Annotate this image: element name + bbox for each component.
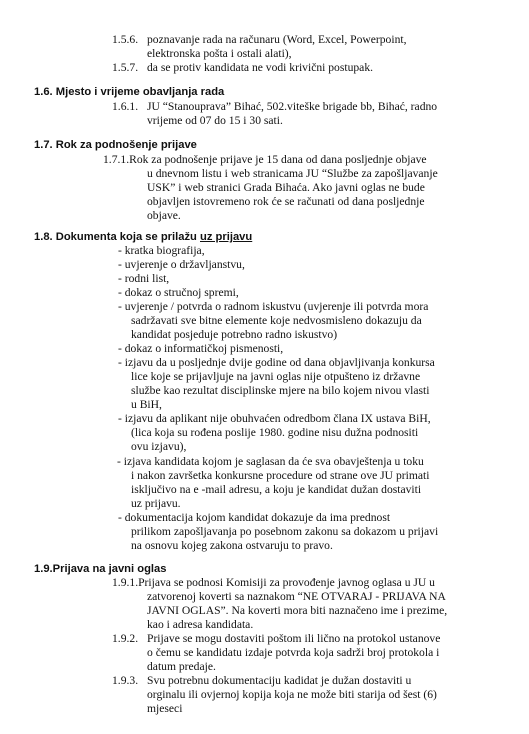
list-line: kandidat posjeduje potrebno radno iskustvo) xyxy=(131,328,338,341)
item-text: JAVNI OGLAS”. Na koverti mora biti naznačeno ime i prezime, xyxy=(147,604,448,617)
list-line: - izjava kandidata kojom je saglasan da će sva obavještenja u toku xyxy=(117,455,424,468)
section-heading: 1.9.Prijava na javni oglas xyxy=(34,563,167,575)
list-line: uz prijavu. xyxy=(131,497,181,510)
item-text: mjeseci xyxy=(147,702,183,715)
list-line: - uvjerenje o državljanstvu, xyxy=(118,258,245,271)
list-line: na osnovu kojeg zakona ostvaruju to pravo. xyxy=(131,539,333,552)
section-heading: 1.7. Rok za podnošenje prijave xyxy=(34,139,197,151)
list-line: prilikom zapošljavanja po posebnom zakonu sa dokazom u prijavi xyxy=(131,525,439,538)
list-line: - dokaz o informatičkoj pismenosti, xyxy=(118,342,284,355)
item-text: zatvorenoj koverti sa naznakom “NE OTVARAJ - PRIJAVA NA xyxy=(147,590,446,603)
item-text: o čemu se kandidatu izdaje potvrda koja sadrži broj protokola i xyxy=(147,646,440,659)
item-text: orginalu ili ovjernoj kopija koja ne može biti starija od šest (6) xyxy=(147,688,437,701)
heading-underlined-text: uz prijavu xyxy=(200,231,253,243)
item-number: 1.9.2. xyxy=(112,632,139,645)
list-line: u BiH, xyxy=(131,398,162,411)
item-text: u dnevnom listu i web stranicama JU “Službe za zapošljavanje xyxy=(147,167,438,180)
item-text: poznavanje rada na računaru (Word, Excel, Powerpoint, xyxy=(147,33,407,46)
item-text: objavljen istovremeno rok će se računati od dana posljednje xyxy=(147,195,425,208)
item-number: 1.6.1. xyxy=(112,100,139,113)
item-text: 1.9.1.Prijava se podnosi Komisiji za provođenje javnog oglasa u JU u xyxy=(112,576,435,589)
section-heading xyxy=(34,230,252,244)
list-line: službe kao rezultat disciplinske mjere na bilo kojem nivou vlasti xyxy=(131,384,430,397)
item-text: objave. xyxy=(147,209,181,222)
list-line: ovu izjavu), xyxy=(131,440,187,453)
list-line: isključivo na e -mail adresu, a koju je kandidat dužan dostaviti xyxy=(131,483,422,496)
list-line: - rodni list, xyxy=(118,272,170,285)
list-line: lice koje se prijavljuje na javni oglas nije otpušteno iz državne xyxy=(131,370,421,383)
list-line: i nakon završetka konkursne procedure od strane ove JU primati xyxy=(131,469,430,482)
item-text: elektronska pošta i ostali alati), xyxy=(147,47,292,60)
item-text: JU “Stanouprava” Bihać, 502.viteške brigade bb, Bihać, radno xyxy=(147,100,438,113)
list-line: - izjavu da u posljednje dvije godine od dana objavljivanja konkursa xyxy=(118,356,435,369)
item-number: 1.9.3. xyxy=(112,674,139,687)
section-heading: 1.6. Mjesto i vrijeme obavljanja rada xyxy=(34,86,225,98)
heading-text: 1.8. Dokumenta koja se prilažu xyxy=(34,231,201,243)
item-text: datum predaje. xyxy=(147,660,216,673)
list-line: - kratka biografija, xyxy=(118,244,205,257)
item-text: 1.7.1.Rok za podnošenje prijave je 15 dana od dana posljednje objave xyxy=(103,153,427,166)
item-number: 1.5.6. xyxy=(112,33,139,46)
list-line: - dokaz o stručnoj spremi, xyxy=(118,286,239,299)
item-text: kao i adresa kandidata. xyxy=(147,618,254,631)
list-line: - dokumentacija kojom kandidat dokazuje da ima prednost xyxy=(118,511,391,524)
item-number: 1.5.7. xyxy=(112,61,139,74)
item-text: Svu potrebnu dokumentaciju kadidat je dužan dostaviti u xyxy=(147,674,412,687)
item-text: vrijeme od 07 do 15 i 30 sati. xyxy=(147,114,283,127)
list-line: - uvjerenje / potvrda o radnom iskustvu (uvjerenje ili potvrda mora xyxy=(118,300,429,313)
item-text: da se protiv kandidata ne vodi krivični postupak. xyxy=(147,61,374,74)
list-line: sadržavati sve bitne elemente koje nedvosmisleno dokazuju da xyxy=(131,314,422,327)
list-line: - izjavu da aplikant nije obuhvaćen odredbom člana IX ustava BiH, xyxy=(118,412,431,425)
item-text: Prijave se mogu dostaviti poštom ili lično na protokol ustanove xyxy=(147,632,441,645)
list-line: (lica koja su rođena poslije 1980. godine nisu dužna podnositi xyxy=(131,426,419,439)
item-text: USK” i web stranici Grada Bihaća. Ako javni oglas ne bude xyxy=(147,181,425,194)
